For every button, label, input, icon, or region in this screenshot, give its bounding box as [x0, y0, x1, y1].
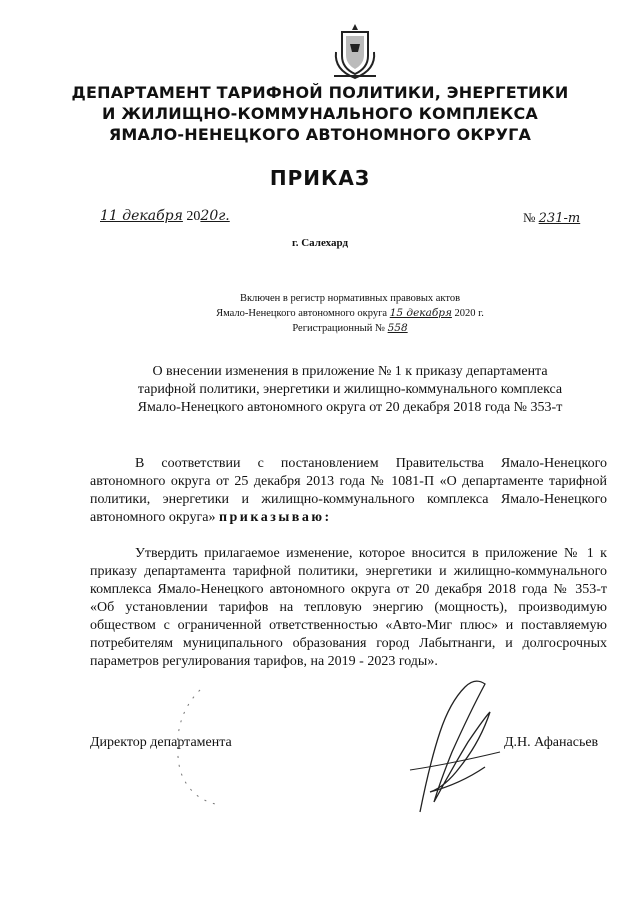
registry-stamp [130, 292, 570, 336]
order-date [100, 208, 230, 225]
coat-of-arms-emblem [332, 22, 378, 80]
signer-name: Д.Н. Афанасьев [504, 735, 599, 750]
signature-scribble [390, 672, 510, 822]
preamble-text: В соответствии с постановлением Правительства Ямало-Ненецкого автономного округа от 25 декабря 2013 года № 1081-П «О департаменте тарифной политики, энергетики и жилищно-коммунального комплекса Ямало-Ненецкого автономного округа» [90, 456, 607, 525]
handwritten-number: 231-т [538, 211, 581, 226]
number-prefix: № [523, 210, 536, 225]
registry-date: 15 декабря [389, 307, 452, 319]
header-line-1: ДЕПАРТАМЕНТ ТАРИФНОЙ ПОЛИТИКИ, ЭНЕРГЕТИКИ [71, 83, 569, 102]
year-prefix: 20 [186, 209, 201, 224]
command-word: приказываю: [218, 510, 332, 525]
body-paragraph [90, 545, 607, 671]
document-title: ПРИКАЗ [269, 166, 371, 190]
order-subject [90, 363, 610, 417]
handwritten-year: 20г. [200, 208, 230, 224]
subject-line-1: О внесении изменения в приложение № 1 к приказу департамента [152, 364, 548, 379]
registry-line-2: Ямало-Ненецкого автономного округа 15 декабря 2020 г. [216, 307, 484, 319]
subject-line-2: тарифной политики, энергетики и жилищно-коммунального комплекса [137, 382, 563, 397]
preamble-paragraph [90, 455, 607, 527]
signer-position: Директор департамента [90, 735, 232, 750]
body-text: Утвердить прилагаемое изменение, которое вносится в приложение № 1 к приказу департамента тарифной политики, энергетики и жилищно-коммунального комплекса Ямало-Ненецкого автономного округа от 20 декабря 2018 года № 353-т «Об установлении тарифов на тепловую энергию (мощность), производимую обществом с ограниченной ответственностью «Авто-Миг плюс» и поставляемую потребителям муниципального образования город Лабытнанги, и долгосрочных параметров регулирования тарифов, на 2019 - 2023 годы». [90, 546, 607, 669]
registry-line-3: Регистрационный № 558 [292, 322, 408, 334]
subject-line-3: Ямало-Ненецкого автономного округа от 20 декабря 2018 года № 353-т [137, 400, 563, 415]
registry-number: 558 [387, 322, 408, 334]
header-line-3: ЯМАЛО-НЕНЕЦКОГО АВТОНОМНОГО ОКРУГА [108, 125, 532, 144]
handwritten-date: 11 декабря [100, 208, 183, 224]
registry-line-1: Включен в регистр нормативных правовых актов [239, 293, 461, 304]
city: г. Салехард [291, 237, 349, 249]
department-header [40, 82, 600, 145]
order-number [523, 210, 580, 226]
header-line-2: И ЖИЛИЩНО-КОММУНАЛЬНОГО КОМПЛЕКСА [102, 104, 538, 123]
